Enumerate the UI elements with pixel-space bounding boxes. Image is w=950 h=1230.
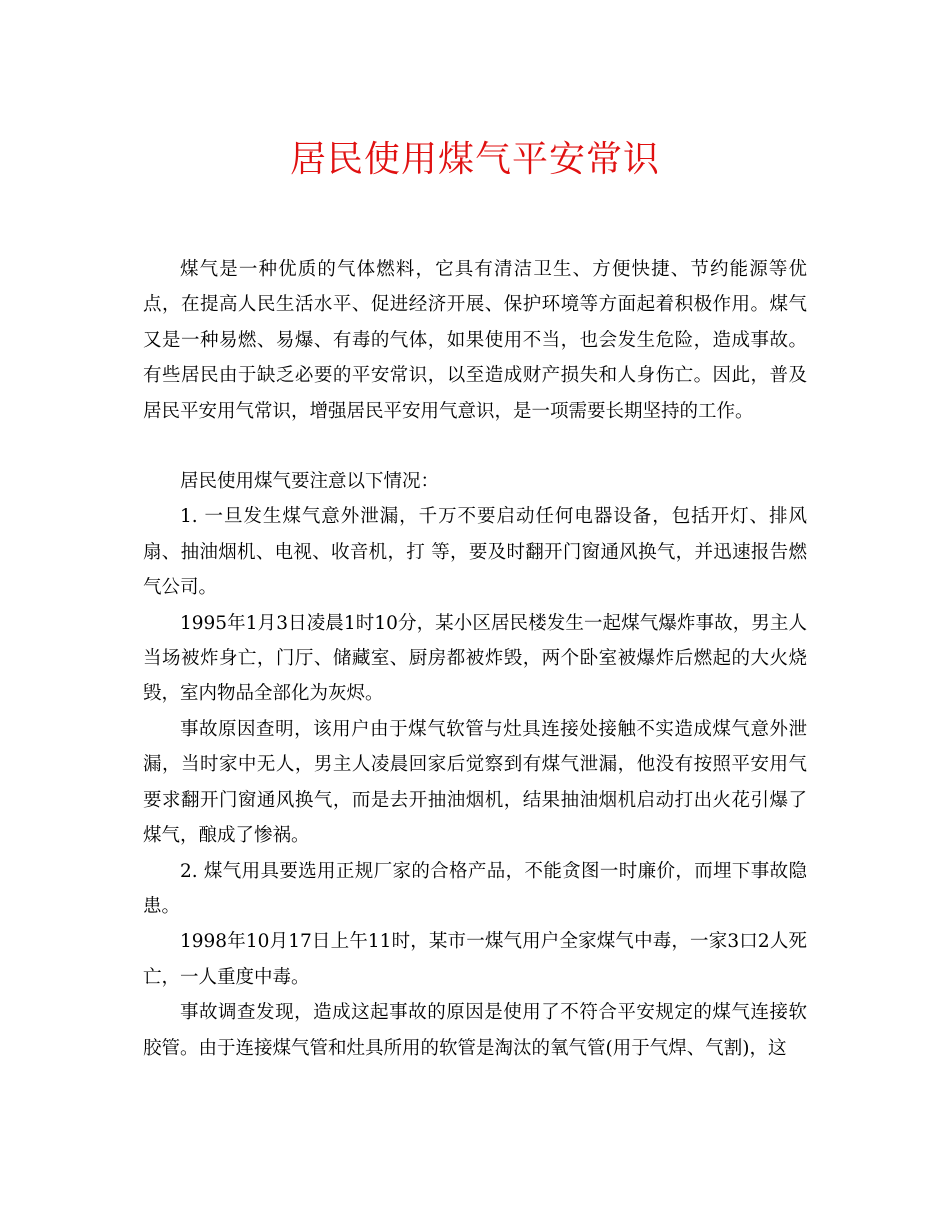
- paragraph-cause-1995: 事故原因查明，该用户由于煤气软管与灶具连接处接触不实造成煤气意外泄漏，当时家中无人，男主人凌晨回家后觉察到有煤气泄漏，他没有按照平安用气要求翻开门窗通风换气，而是去开抽油烟机，结果抽油烟机启动打出火花引爆了煤气，酿成了惨祸。: [143, 718, 807, 847]
- paragraph-cause-1998: 事故调查发现，造成这起事故的原因是使用了不符合平安规定的煤气连接软胶管。由于连接煤气管和灶具所用的软管是淘汰的氧气管(用于气焊、气割)，这: [143, 1002, 807, 1059]
- page-title: 居民使用煤气平安常识: [289, 139, 660, 180]
- paragraph-item-2: 2. 煤气用具要选用正规厂家的合格产品，不能贪图一时廉价，而埋下事故隐患。: [143, 860, 807, 917]
- paragraph-case-1998: 1998年10月17日上午11时，某市一煤气用户全家煤气中毒，一家3口2人死亡，一人重度中毒。: [143, 931, 807, 988]
- document-body: [143, 252, 807, 1066]
- paragraph-item-1: 1. 一旦发生煤气意外泄漏，千万不要启动任何电器设备，包括开灯、排风扇、抽油烟机、电视、收音机，打 等，要及时翻开门窗通风换气，并迅速报告燃气公司。: [143, 506, 807, 599]
- paragraph-intro: 煤气是一种优质的气体燃料，它具有清洁卫生、方便快捷、节约能源等优点，在提高人民生活水平、促进经济开展、保护环境等方面起着积极作用。煤气又是一种易燃、易爆、有毒的气体，如果使用不当，也会发生危险，造成事故。有些居民由于缺乏必要的平安常识，以至造成财产损失和人身伤亡。因此，普及居民平安用气常识，增强居民平安用气意识，是一项需要长期坚持的工作。: [143, 259, 807, 422]
- paragraph-case-1995: 1995年1月3日凌晨1时10分，某小区居民楼发生一起煤气爆炸事故，男主人当场被炸身亡，门厅、储藏室、厨房都被炸毁，两个卧室被爆炸后燃起的大火烧毁，室内物品全部化为灰烬。: [143, 612, 807, 705]
- paragraph-notice-heading: 居民使用煤气要注意以下情况：: [180, 471, 440, 493]
